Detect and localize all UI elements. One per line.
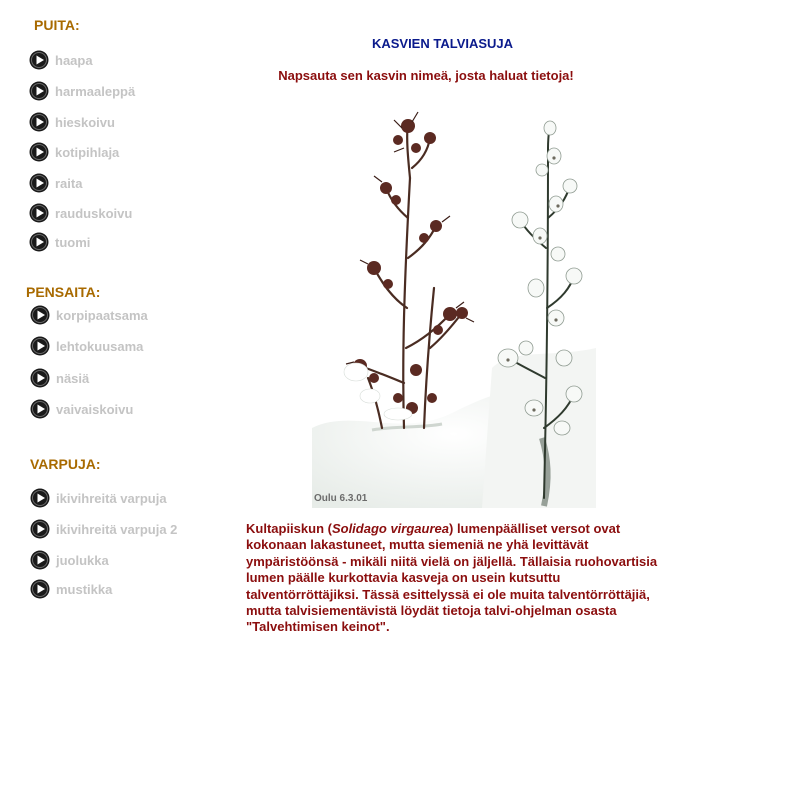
section-title-shrubs: PENSAITA:: [26, 284, 101, 300]
photo-caption: Oulu 6.3.01: [314, 493, 368, 504]
page-title: KASVIEN TALVIASUJA: [371, 36, 514, 51]
play-button-icon: [29, 232, 49, 252]
description-text: Kultapiiskun (Solidago virgaurea) lumenpäälliset versot ovat kokonaan lakastuneet, mutta siemeniä ne yhä levittävät ympäristöönsä - mikäli niitä vielä on jäljellä. Tällaisia ruohovartisia lumen päälle kurkottavia kasveja on usein kutsuttu talventörröttäjiksi. Tässä esittelyssä ei ole muita talventörröttäjiä, mutta talvisiementävistä löydät tietoja talvi-ohjelman osasta "Talvehtimisen keinot".: [246, 521, 658, 635]
nav-item-ikivihreita-varpuja-2[interactable]: [30, 519, 177, 539]
nav-label: kotipihlaja: [55, 144, 120, 160]
nav-label: lehtokuusama: [56, 338, 144, 354]
nav-label: raita: [55, 175, 83, 191]
nav-item-korpipaatsama[interactable]: [30, 305, 148, 325]
play-button-icon: [29, 142, 49, 162]
play-button-icon: [30, 368, 50, 388]
nav-label: ikivihreitä varpuja: [56, 490, 167, 506]
nav-label: mustikka: [56, 581, 113, 597]
play-button-icon: [29, 112, 49, 132]
winter-plants-photo: [312, 108, 596, 508]
nav-label: ikivihreitä varpuja 2: [56, 521, 178, 537]
nav-item-mustikka[interactable]: [30, 579, 112, 599]
play-button-icon: [30, 550, 50, 570]
nav-item-tuomi[interactable]: [29, 232, 90, 252]
nav-item-rauduskoivu[interactable]: [29, 203, 132, 223]
nav-label: tuomi: [55, 234, 91, 250]
nav-label: harmaaleppä: [55, 83, 136, 99]
play-button-icon: [29, 203, 49, 223]
play-button-icon: [30, 336, 50, 356]
nav-item-juolukka[interactable]: [30, 550, 109, 570]
nav-item-vaivaiskoivu[interactable]: [30, 399, 133, 419]
play-button-icon: [29, 173, 49, 193]
nav-item-kotipihlaja[interactable]: [29, 142, 119, 162]
nav-label: näsiä: [56, 370, 90, 386]
nav-item-haapa[interactable]: [29, 50, 93, 70]
play-button-icon: [30, 399, 50, 419]
nav-item-nasia[interactable]: [30, 368, 89, 388]
nav-label: vaivaiskoivu: [56, 401, 134, 417]
nav-label: rauduskoivu: [55, 205, 133, 221]
instruction-text: Napsauta sen kasvin nimeä, josta haluat tietoja!: [278, 68, 574, 83]
photo-illustration: [312, 108, 596, 508]
play-button-icon: [30, 579, 50, 599]
play-button-icon: [29, 81, 49, 101]
nav-item-hieskoivu[interactable]: [29, 112, 115, 132]
nav-label: hieskoivu: [55, 114, 115, 130]
nav-item-harmaaleppa[interactable]: [29, 81, 135, 101]
latin-name: Solidago virgaurea: [331, 521, 449, 536]
play-button-icon: [30, 488, 50, 508]
nav-item-raita[interactable]: [29, 173, 82, 193]
section-title-trees: PUITA:: [34, 17, 80, 33]
play-button-icon: [30, 305, 50, 325]
nav-item-ikivihreita-varpuja[interactable]: [30, 488, 167, 508]
play-button-icon: [30, 519, 50, 539]
nav-label: korpipaatsama: [56, 307, 148, 323]
nav-label: juolukka: [56, 552, 109, 568]
play-button-icon: [29, 50, 49, 70]
nav-item-lehtokuusama[interactable]: [30, 336, 143, 356]
section-title-dwarf-shrubs: VARPUJA:: [30, 456, 101, 472]
nav-label: haapa: [55, 52, 93, 68]
